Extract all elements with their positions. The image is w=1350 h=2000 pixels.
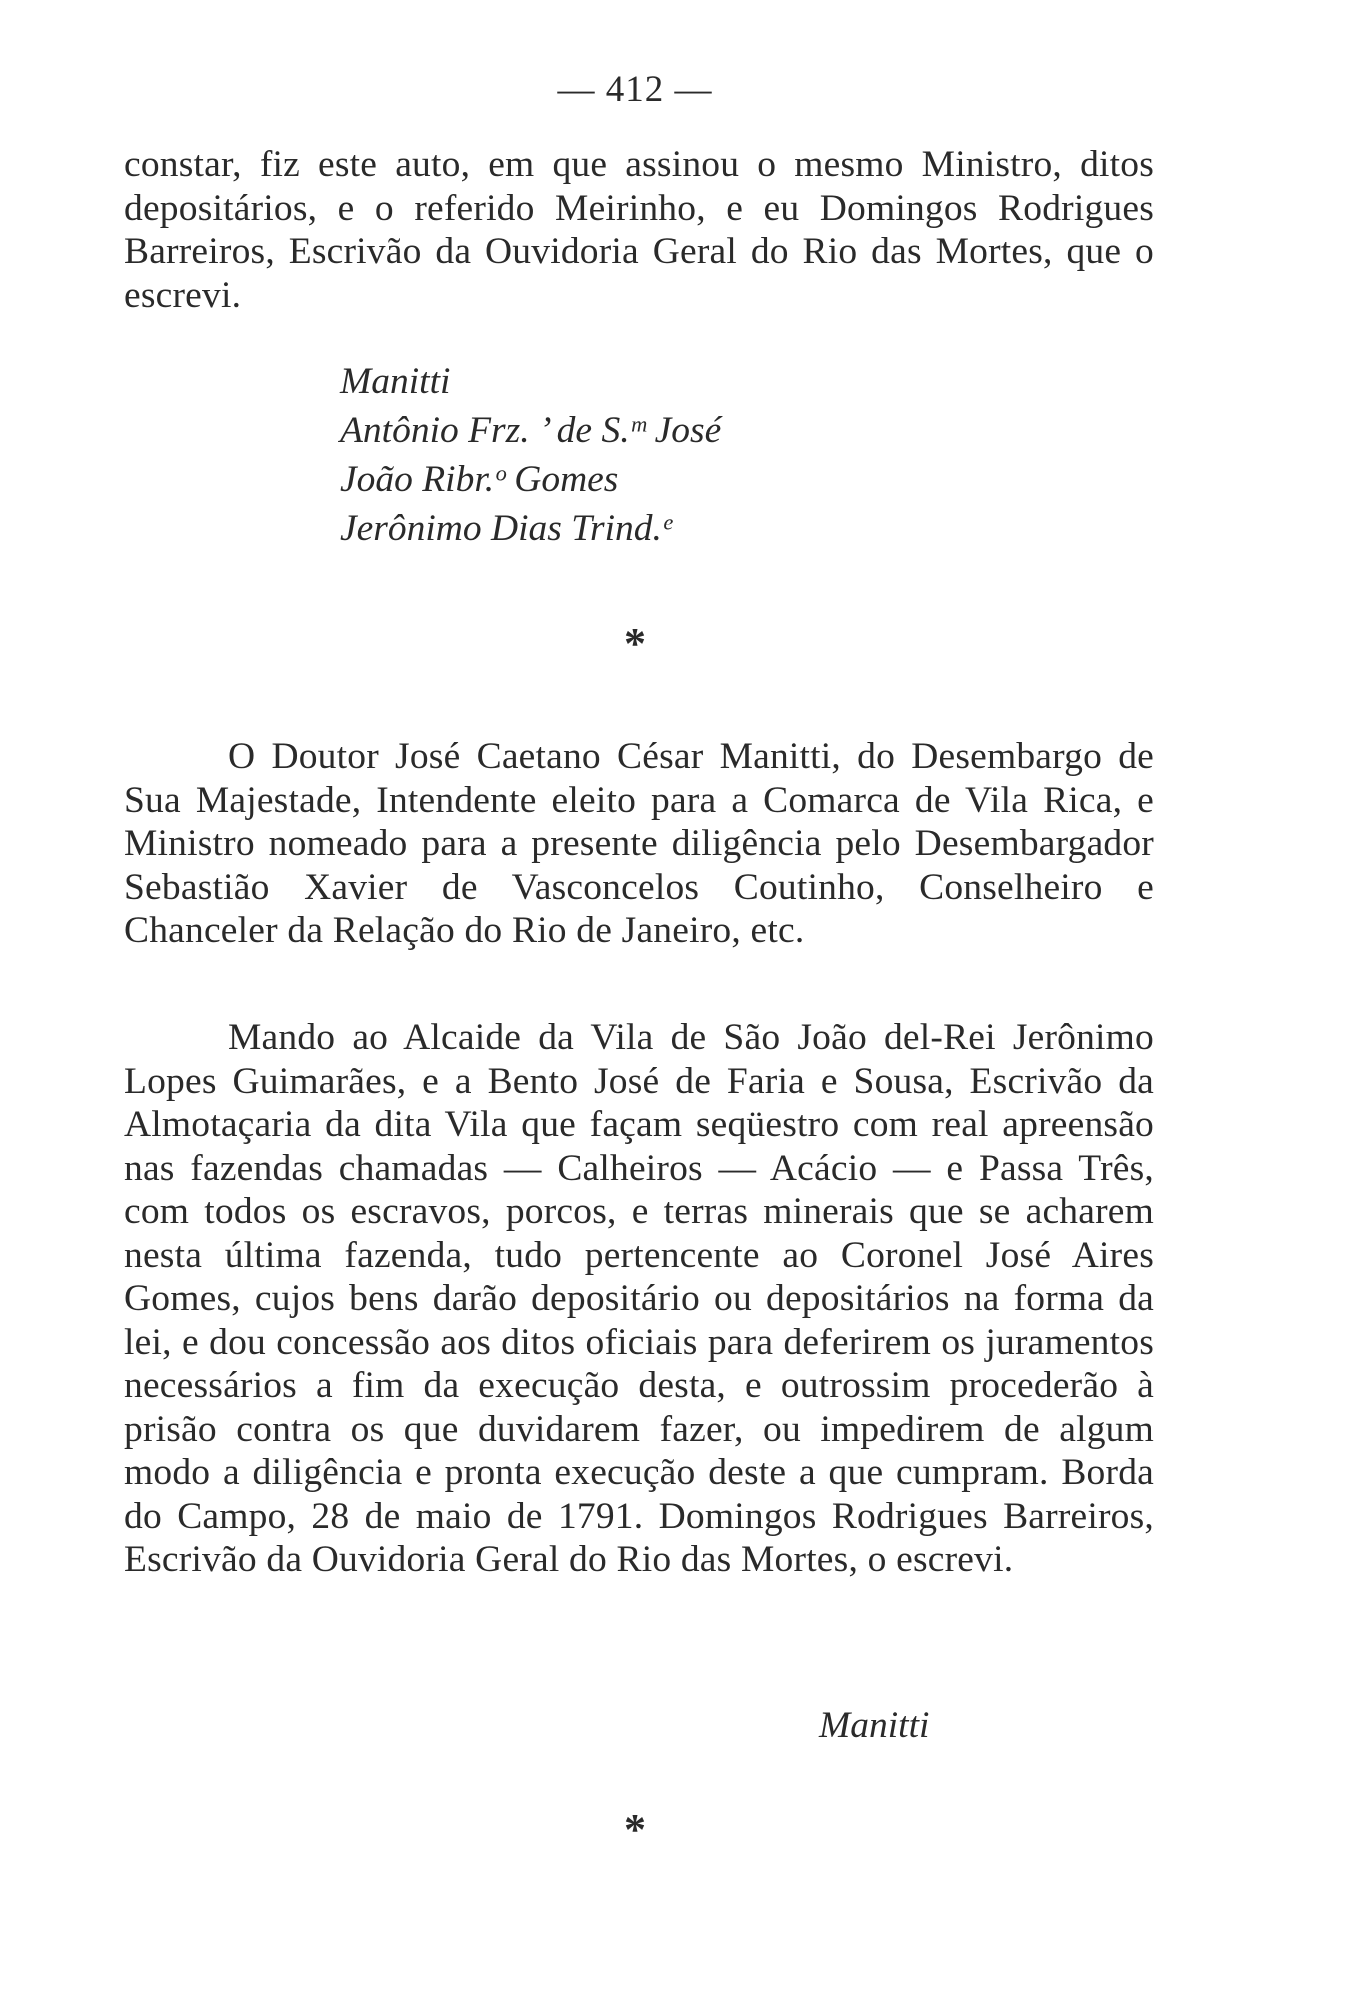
signature-block (340, 357, 721, 553)
page-number: — 412 — (557, 69, 713, 110)
section-separator: * (624, 619, 646, 668)
paragraph-closing-auto (124, 143, 1154, 317)
paragraph-text: O Doutor José Caetano César Manitti, do Desembargo de Sua Majestade, Intendente eleito para a Comarca de Vila Rica, e Ministro nomeado para a presente diligência pelo Desembargador Sebastião Xavier de Vasconcelos Coutinho, Conselheiro e Chanceler da Relação do Rio de Janeiro, etc. (124, 736, 1154, 951)
paragraph-mandate-header (124, 735, 1154, 953)
signature-line: Manitti (340, 361, 451, 402)
signature-line: Antônio Frz. ’ de S.ᵐ José (340, 410, 722, 451)
paragraph-mandate-body (124, 1016, 1154, 1582)
final-signature: Manitti (819, 1705, 930, 1746)
section-separator-bottom: * (624, 1805, 646, 1854)
paragraph-text: Mando ao Alcaide da Vila de São João del-Rei Jerônimo Lopes Guimarães, e a Bento José de Faria e Sousa, Escrivão da Almotaçaria da dita Vila que façam seqüestro com real apreensão nas fazendas chamadas — Calheiros — Acácio — e Passa Três, com todos os escravos, porcos, e terras minerais que se acharem nesta última fazenda, tudo pertencente ao Coronel José Aires Gomes, cujos bens darão depositário ou depositários na forma da lei, e dou concessão aos ditos oficiais para deferirem os juramentos necessários a fim da execução desta, e outrossim procederão à prisão contra os que duvidarem fazer, ou impedirem de algum modo a diligência e pronta execução deste a que cumpram. Borda do Campo, 28 de maio de 1791. Domingos Rodrigues Barreiros, Escrivão da Ouvidoria Geral do Rio das Mortes, o escrevi. (124, 1017, 1154, 1580)
signature-line: João Ribr.ᵒ Gomes (340, 459, 619, 500)
signature-line: Jerônimo Dias Trind.ᵉ (340, 508, 672, 549)
paragraph-text: constar, fiz este auto, em que assinou o mesmo Ministro, ditos depositários, e o referido Meirinho, e eu Domingos Rodrigues Barreiros, Escrivão da Ouvidoria Geral do Rio das Mortes, que o escrevi. (124, 144, 1154, 316)
